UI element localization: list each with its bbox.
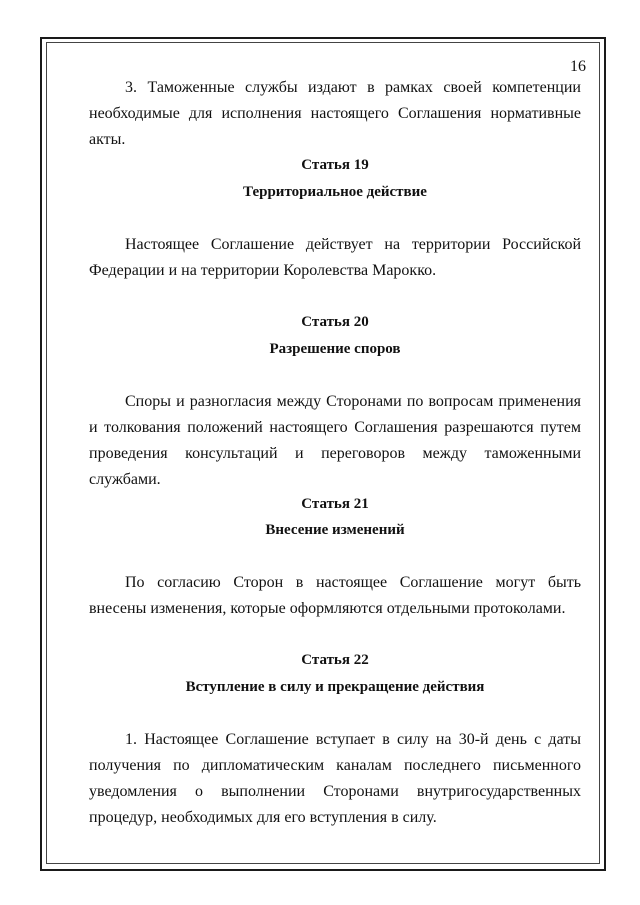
paragraph-article-22-item-1: 1. Настоящее Соглашение вступает в силу на 30-й день с даты получения по дипломатическим каналам последнего письменного уведомления о выполнении Сторонами внутригосударственных процедур, необходимых для его вступления в силу. bbox=[89, 731, 581, 826]
paragraph-article-21: По согласию Сторон в настоящее Соглашение могут быть внесены изменения, которые оформляются отдельными протоколами. bbox=[89, 574, 581, 617]
article-20-number: Статья 20 bbox=[301, 314, 369, 330]
article-22-number: Статья 22 bbox=[301, 652, 369, 668]
article-21-title: Внесение изменений bbox=[265, 522, 405, 538]
article-19-number: Статья 19 bbox=[301, 157, 369, 173]
article-22-title: Вступление в силу и прекращение действия bbox=[185, 679, 485, 695]
article-20-title: Разрешение споров bbox=[269, 341, 401, 357]
paragraph-article-20: Споры и разногласия между Сторонами по вопросам применения и толкования положений настоящего Соглашения разрешаются путем проведения консультаций и переговоров между таможенными службами. bbox=[89, 393, 581, 488]
article-21-number: Статья 21 bbox=[301, 496, 369, 512]
paragraph-article-19: Настоящее Соглашение действует на территории Российской Федерации и на территории Королевства Марокко. bbox=[89, 236, 581, 279]
article-19-title: Территориальное действие bbox=[243, 184, 427, 200]
page-number: 16 bbox=[570, 58, 586, 75]
paragraph-article-18-item-3: 3. Таможенные службы издают в рамках своей компетенции необходимые для исполнения настоящего Соглашения нормативные акты. bbox=[89, 79, 581, 148]
